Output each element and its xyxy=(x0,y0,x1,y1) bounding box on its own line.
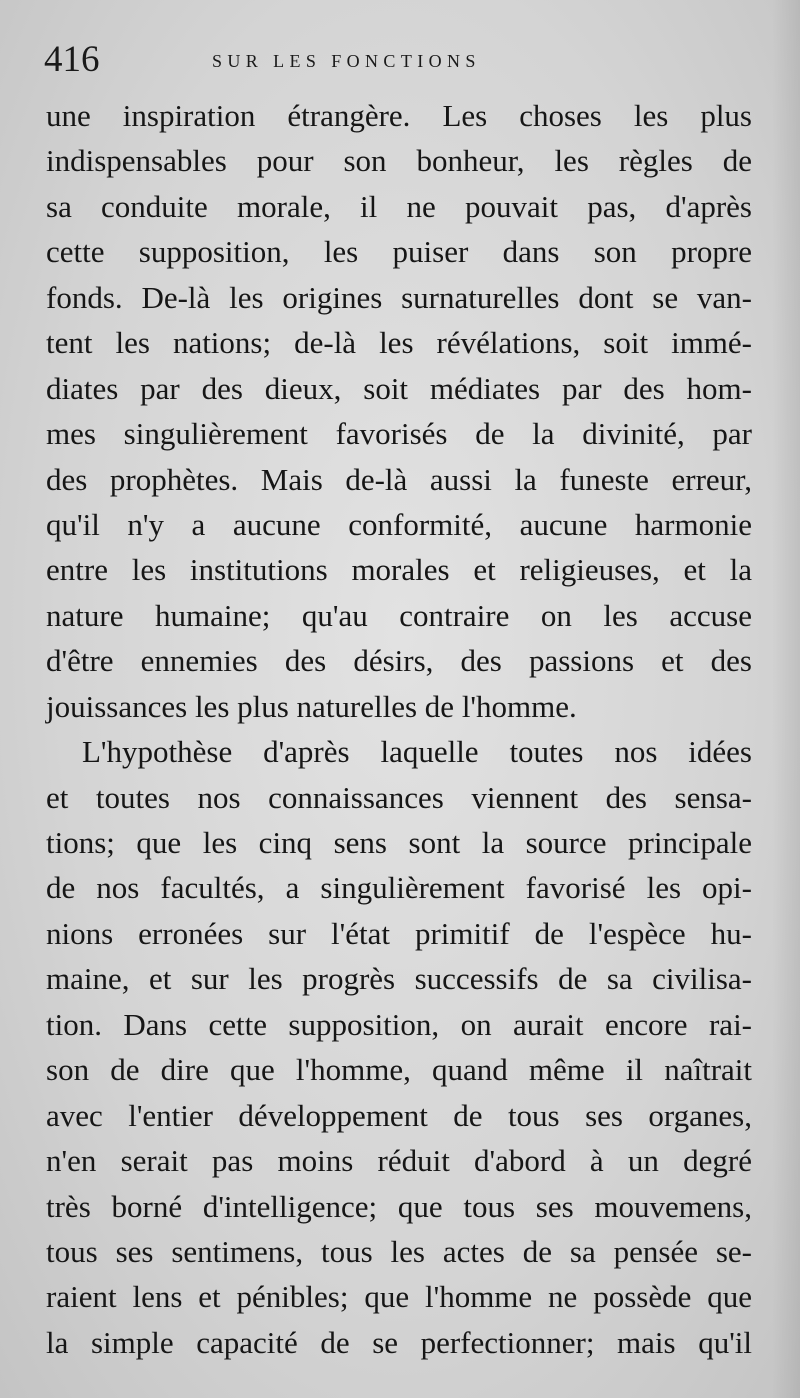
text-line: maine, et sur les progrès successifs de sa civilisa- xyxy=(46,961,752,997)
text-line: tions; que les cinq sens sont la source principale xyxy=(46,825,752,860)
text-line: raient lens et pénibles; que l'homme ne possède que xyxy=(46,1279,752,1315)
text-line: tion. Dans cette supposition, on aurait encore rai- xyxy=(46,1006,752,1042)
text-line: cette supposition, les puiser dans son propre xyxy=(46,234,752,270)
body-text xyxy=(46,93,752,1365)
page-edge-shadow xyxy=(772,0,800,1398)
text-line: tous ses sentimens, tous les actes de sa pensée se- xyxy=(46,1233,752,1269)
text-line: jouissances les plus naturelles de l'homme. xyxy=(46,688,577,724)
page-number: 416 xyxy=(44,39,100,80)
text-line: sa conduite morale, il ne pouvait pas, d'après xyxy=(46,188,752,224)
paragraph xyxy=(46,93,752,729)
text-line: très borné d'intelligence; que tous ses mouvemens, xyxy=(46,1188,752,1224)
text-line: et toutes nos connaissances viennent des sensa- xyxy=(46,779,752,815)
running-head: SUR LES FONCTIONS xyxy=(212,51,481,71)
text-line: nature humaine; qu'au contraire on les accuse xyxy=(46,597,752,633)
paragraph xyxy=(46,729,752,1365)
text-line: qu'il n'y a aucune conformité, aucune harmonie xyxy=(46,506,752,542)
text-line: n'en serait pas moins réduit d'abord à un degré xyxy=(46,1143,752,1179)
text-line: son de dire que l'homme, quand même il naîtrait xyxy=(46,1052,752,1088)
text-line: entre les institutions morales et religieuses, et la xyxy=(46,552,752,588)
text-line: nions erronées sur l'état primitif de l'espèce hu- xyxy=(46,915,752,951)
text-line: L'hypothèse d'après laquelle toutes nos idées xyxy=(82,734,752,770)
text-line: une inspiration étrangère. Les choses les plus xyxy=(46,98,752,133)
text-line: mes singulièrement favorisés de la divinité, par xyxy=(46,416,752,452)
text-line: diates par des dieux, soit médiates par des hom- xyxy=(46,370,752,406)
text-line: indispensables pour son bonheur, les règles de xyxy=(46,143,752,179)
text-line: avec l'entier développement de tous ses organes, xyxy=(46,1097,752,1133)
text-line: de nos facultés, a singulièrement favorisé les opi- xyxy=(46,870,752,906)
text-line: la simple capacité de se perfectionner; mais qu'il xyxy=(46,1324,752,1360)
text-line: d'être ennemies des désirs, des passions et des xyxy=(46,643,752,679)
text-line: des prophètes. Mais de-là aussi la funeste erreur, xyxy=(46,461,752,497)
text-line: tent les nations; de-là les révélations, soit immé- xyxy=(46,325,752,361)
text-line: fonds. De-là les origines surnaturelles dont se van- xyxy=(46,279,752,315)
